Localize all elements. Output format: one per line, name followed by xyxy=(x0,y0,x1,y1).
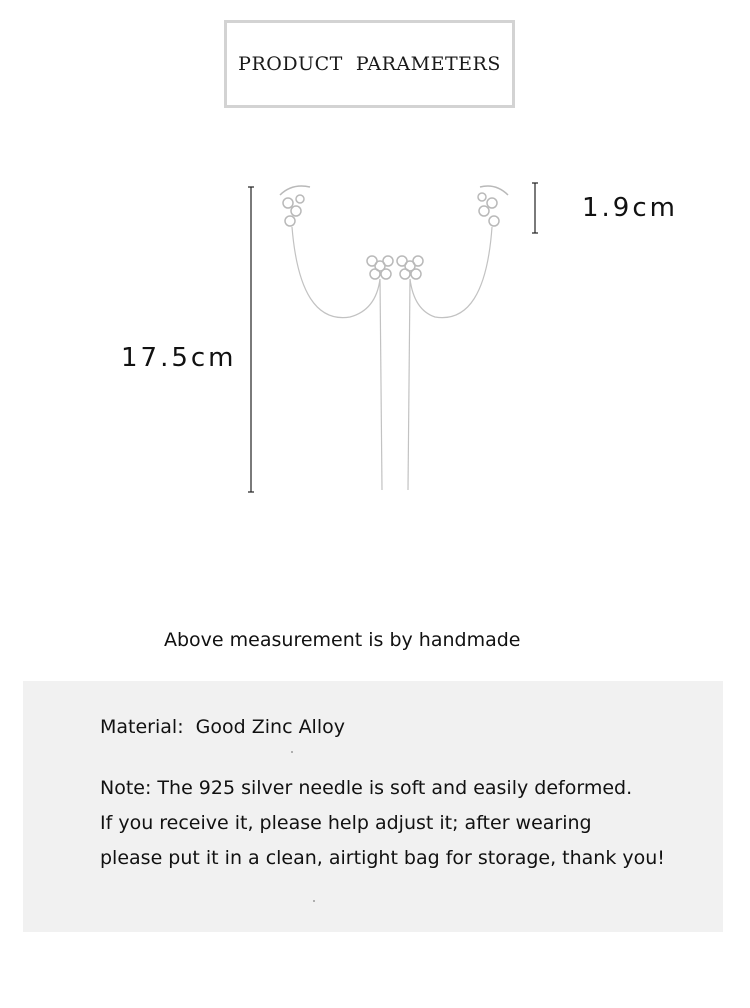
care-note-line: please put it in a clean, airtight bag for storage, thank you! xyxy=(100,847,665,869)
height-dimension-line xyxy=(248,187,254,492)
info-panel xyxy=(23,681,723,932)
decorative-dot xyxy=(313,900,315,902)
left-ear-cuff xyxy=(280,186,310,226)
earring-product-image xyxy=(240,175,540,505)
measurement-note: Above measurement is by handmade xyxy=(164,629,521,651)
height-measurement: 17.5cm xyxy=(121,343,237,373)
material-text: Material: Good Zinc Alloy xyxy=(100,716,345,738)
care-note-line: If you receive it, please help adjust it; after wearing xyxy=(100,812,592,834)
decorative-dot xyxy=(291,751,293,753)
width-dimension-line xyxy=(532,183,538,233)
width-measurement: 1.9cm xyxy=(582,193,678,223)
care-note xyxy=(100,771,665,876)
earring-chains xyxy=(292,227,492,490)
care-note-line: Note: The 925 silver needle is soft and easily deformed. xyxy=(100,777,633,799)
right-star-stud xyxy=(397,256,423,279)
left-star-stud xyxy=(367,256,393,279)
right-ear-cuff xyxy=(478,186,508,226)
page-title: PRODUCT PARAMETERS xyxy=(238,53,501,75)
product-parameters-header xyxy=(224,20,515,108)
